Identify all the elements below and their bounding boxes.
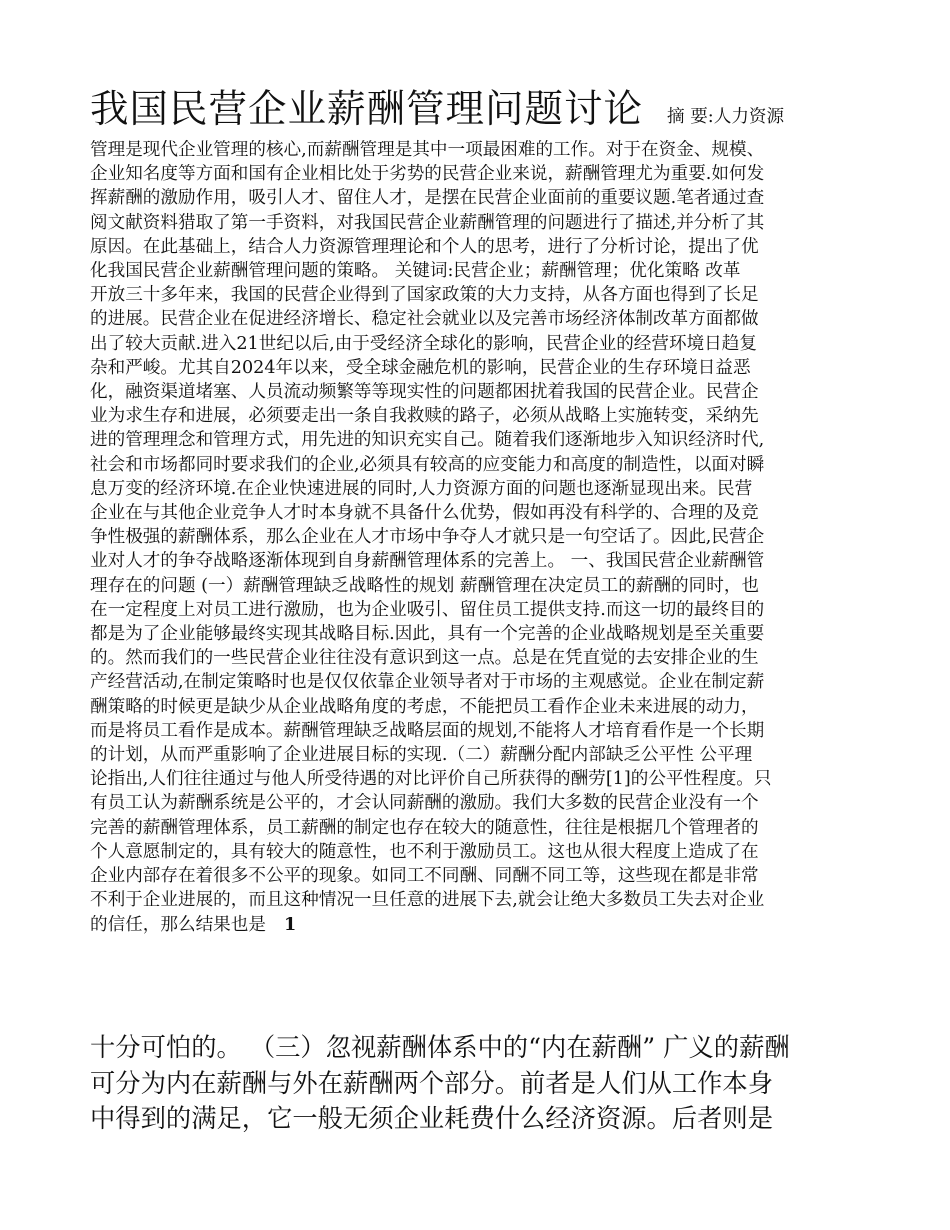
body-line: 产经营活动,在制定策略时也是仅仅依靠企业领导者对于市场的主观感觉。企业在制定薪 <box>90 672 765 693</box>
page-number: 1 <box>283 913 297 935</box>
next-page-line: 中得到的满足，它一般无须企业耗费什么经济资源。后者则是 <box>90 1104 774 1133</box>
body-line: 完善的薪酬管理体系，员工薪酬的制定也存在较大的随意性，往往是根据几个管理者的 <box>90 817 759 838</box>
body-line: 的信任，那么结果也是 1 <box>90 913 297 935</box>
body-line: 的进展。民营企业在促进经济增长、稳定社会就业以及完善市场经济体制改革方面都做 <box>90 309 759 330</box>
body-line: 业对人才的争夺战略逐渐体现到自身薪酬管理体系的完善上。 一、我国民营企业薪酬管 <box>90 551 765 572</box>
body-line: 管理是现代企业管理的核心,而薪酬管理是其中一项最困难的工作。对于在资金、规模、 <box>90 140 765 160</box>
next-page-text <box>90 1030 862 1137</box>
body-line: 化我国民营企业薪酬管理问题的策略。 关键词:民营企业；薪酬管理；优化策略 改革 <box>90 261 741 282</box>
body-line: 在一定程度上对员工进行激励，也为企业吸引、留住员工提供支持.而这一切的最终目的 <box>90 599 765 620</box>
body-line: 化，融资渠道堵塞、人员流动频繁等等现实性的问题都困扰着我国的民营企业。民营企 <box>90 382 759 403</box>
body-line: 理存在的问题 (一）薪酬管理缺乏战略性的规划 薪酬管理在决定员工的薪酬的同时，也 <box>90 575 760 596</box>
abstract-label: 摘 要:人力资源 <box>667 107 785 127</box>
body-line: 个人意愿制定的，具有较大的随意性，也不利于激励员工。这也从很大程度上造成了在 <box>90 841 759 862</box>
body-line: 挥薪酬的激励作用，吸引人才、留住人才，是摆在民营企业面前的重要议题.笔者通过查 <box>90 188 765 209</box>
body-line: 息万变的经济环境.在企业快速进展的同时,人力资源方面的问题也逐渐显现出来。民营 <box>90 478 753 499</box>
body-line: 社会和市场都同时要求我们的企业,必须具有较高的应变能力和高度的制造性，以面对瞬 <box>90 454 765 475</box>
body-line: 出了较大贡献.进入21世纪以后,由于受经济全球化的影响，民营企业的经营环境日趋复 <box>90 333 757 354</box>
body-line: 杂和严峻。尤其自2024年以来，受全球金融危机的影响，民营企业的生存环境日益恶 <box>90 357 751 378</box>
body-line: 阅文献资料猎取了第一手资料，对我国民营企业薪酬管理的问题进行了描述,并分析了其 <box>90 212 765 233</box>
body-line: 论指出,人们往往通过与他人所受待遇的对比评价自己所获得的酬劳[1]的公平性程度。只 <box>90 769 772 790</box>
body-line: 酬策略的时候更是缺少从企业战略角度的考虑，不能把员工看作企业未来进展的动力， <box>90 696 759 717</box>
body-line: 争性极强的薪酬体系，那么企业在人才市场中争夺人才就只是一句空话了。因此,民营企 <box>90 527 765 548</box>
body-line: 企业内部存在着很多不公平的现象。如同工不同酬、同酬不同工等，这些现在都是非常 <box>90 866 759 887</box>
body-line: 进的管理理念和管理方式，用先进的知识充实自己。随着我们逐渐地步入知识经济时代, <box>90 430 765 451</box>
body-line: 原因。在此基础上，结合人力资源管理理论和个人的思考，进行了分析讨论，提出了优 <box>90 236 759 257</box>
document-page-1 <box>90 84 862 937</box>
document-title: 我国民营企业薪酬管理问题讨论 <box>90 87 644 132</box>
body-line: 的。然而我们的一些民营企业往往没有意识到这一点。总是在凭直觉的去安排企业的生 <box>90 648 759 669</box>
body-text <box>90 138 862 937</box>
body-line: 不利于企业进展的，而且这种情况一旦任意的进展下去,就会让绝大多数员工失去对企业 <box>90 890 765 911</box>
body-line: 业为求生存和进展，必须要走出一条自我救赎的路子，必须从战略上实施转变，采纳先 <box>90 406 759 427</box>
title-row <box>90 84 862 136</box>
next-page-line: 十分可怕的。 （三）忽视薪酬体系中的“内在薪酬” 广义的薪酬 <box>90 1033 790 1062</box>
next-page-line: 可分为内在薪酬与外在薪酬两个部分。前者是人们从工作本身 <box>90 1068 774 1098</box>
body-line: 开放三十多年来，我国的民营企业得到了国家政策的大力支持，从各方面也得到了长足 <box>90 285 759 306</box>
body-line: 的计划，从而严重影响了企业进展目标的实现.（二）薪酬分配内部缺乏公平性 公平理 <box>90 745 753 766</box>
body-line: 有员工认为薪酬系统是公平的，才会认同薪酬的激励。我们大多数的民营企业没有一个 <box>90 793 759 814</box>
body-line: 企业在与其他企业竞争人才时本身就不具备什么优势，假如再没有科学的、合理的及竞 <box>90 503 759 524</box>
body-line: 而是将员工看作是成本。薪酬管理缺乏战略层面的规划,不能将人才培育看作是一个长期 <box>90 720 765 741</box>
body-line: 企业知名度等方面和国有企业相比处于劣势的民营企业来说，薪酬管理尤为重要.如何发 <box>90 164 765 185</box>
body-line: 都是为了企业能够最终实现其战略目标.因此，具有一个完善的企业战略规划是至关重要 <box>90 624 765 645</box>
